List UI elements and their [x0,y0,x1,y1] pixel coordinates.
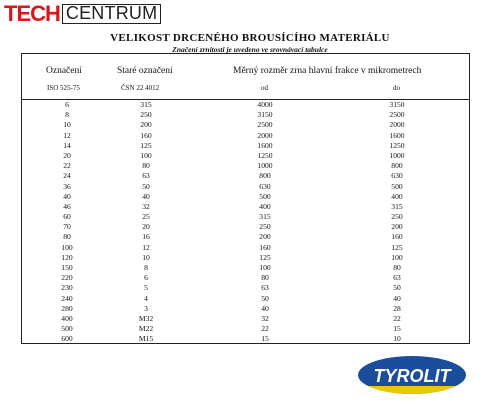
table-row [22,100,469,110]
cell-from: 1000 [257,161,273,171]
cell-from: 250 [259,222,271,232]
cell-csn: 125 [140,140,152,150]
cell-to: 250 [391,212,403,222]
table-row [22,171,469,181]
cell-from: 50 [261,293,269,303]
cell-from: 2500 [257,120,273,130]
cell-to: 100 [391,252,403,262]
table-row [22,232,469,242]
cell-from: 32 [261,313,269,323]
cell-iso: 230 [61,283,73,293]
cell-from: 1250 [257,150,273,160]
table-row [22,314,469,324]
cell-from: 200 [259,232,271,242]
cell-csn: M32 [138,313,154,323]
cell-iso: 120 [61,252,73,262]
cell-csn: 10 [142,252,150,262]
cell-csn: 25 [142,212,150,222]
table-row [22,273,469,283]
table-row [22,182,469,192]
cell-to: 1000 [389,150,405,160]
cell-iso: 60 [63,212,71,222]
cell-to: 630 [391,171,403,181]
cell-iso: 22 [63,161,71,171]
cell-from: 15 [261,334,269,344]
cell-csn: M15 [138,334,154,344]
header-designation: Označení [46,66,82,76]
cell-from: 500 [259,191,271,201]
page-title: VELIKOST DRCENÉHO BROUSÍCÍHO MATERIÁLU [110,32,390,44]
cell-from: 63 [261,283,269,293]
cell-to: 15 [393,324,401,334]
table-row [22,253,469,263]
cell-csn: M22 [138,324,154,334]
cell-iso: 6 [65,100,69,109]
cell-from: 3150 [257,110,273,120]
cell-to: 125 [391,242,403,252]
cell-csn: 32 [142,201,150,211]
cell-from: 100 [259,263,271,272]
table-row [22,120,469,130]
table-body [22,100,469,345]
cell-iso: 20 [63,150,71,160]
table-row [22,243,469,253]
header-sub-iso: ISO 525-75 [47,84,80,92]
tyrolit-wordmark: TYROLIT [373,366,451,386]
cell-from: 800 [259,171,271,181]
table-row [22,304,469,314]
header-old-designation: Staré označení [117,66,173,76]
table-row [22,141,469,151]
table-row [22,110,469,120]
cell-iso: 80 [63,232,71,242]
cell-csn: 8 [144,263,148,272]
cell-from: 400 [259,201,271,211]
cell-to: 2500 [389,110,405,120]
cell-iso: 8 [65,110,69,120]
tyrolit-logo [357,355,467,395]
cell-iso: 500 [61,324,73,334]
cell-to: 500 [391,181,403,191]
cell-to: 800 [391,161,403,171]
cell-to: 63 [393,273,401,283]
cell-from: 125 [259,252,271,262]
cell-iso: 100 [61,242,73,252]
cell-to: 315 [391,201,403,211]
page-subtitle: Značení zrnitosti je uvedeno ve srovnávací tabulce [172,45,328,54]
cell-iso: 46 [63,201,71,211]
cell-from: 2000 [257,130,273,140]
tyrolit-yellow-band [357,386,467,395]
cell-to: 400 [391,191,403,201]
cell-to: 3150 [389,100,405,109]
cell-from: 40 [261,303,269,313]
table-row [22,283,469,293]
grit-size-table [21,53,470,344]
cell-to: 28 [393,303,401,313]
cell-to: 50 [393,283,401,293]
cell-csn: 16 [142,232,150,242]
cell-iso: 14 [63,140,71,150]
cell-iso: 36 [63,181,71,191]
cell-iso: 150 [61,263,73,272]
cell-csn: 12 [142,242,150,252]
cell-csn: 5 [144,283,148,293]
logo-tech-text: TECH [4,1,60,26]
cell-csn: 100 [140,150,152,160]
cell-from: 160 [259,242,271,252]
table-row [22,324,469,334]
cell-csn: 160 [140,130,152,140]
cell-csn: 6 [144,273,148,283]
techcentrum-logo [4,1,161,26]
table-row [22,151,469,161]
cell-iso: 600 [61,334,73,344]
cell-iso: 70 [63,222,71,232]
table-row [22,131,469,141]
cell-csn: 80 [142,161,150,171]
cell-csn: 200 [140,120,152,130]
table-row [22,202,469,212]
table-row [22,212,469,222]
cell-csn: 50 [142,181,150,191]
header-grain-size: Měrný rozměr zrna hlavní frakce v mikrometrech [233,66,422,76]
cell-from: 22 [261,324,269,334]
table-row [22,222,469,232]
cell-to: 2000 [389,120,405,130]
cell-from: 80 [261,273,269,283]
header-sub-to: do [393,84,400,92]
cell-iso: 280 [61,303,73,313]
cell-from: 315 [259,212,271,222]
cell-from: 630 [259,181,271,191]
cell-to: 160 [391,232,403,242]
cell-csn: 250 [140,110,152,120]
cell-to: 10 [393,334,401,344]
table-row [22,161,469,171]
cell-csn: 63 [142,171,150,181]
cell-csn: 20 [142,222,150,232]
cell-csn: 40 [142,191,150,201]
cell-to: 200 [391,222,403,232]
cell-csn: 4 [144,293,148,303]
cell-iso: 40 [63,191,71,201]
cell-iso: 24 [63,171,71,181]
cell-to: 22 [393,313,401,323]
table-row [22,263,469,273]
cell-to: 80 [393,263,401,272]
header-sub-csn: ČSN 22 4012 [121,84,160,92]
header-sub-from: od [261,84,268,92]
cell-iso: 12 [63,130,71,140]
cell-iso: 400 [61,313,73,323]
table-row [22,192,469,202]
cell-from: 1600 [257,140,273,150]
table-row [22,334,469,344]
cell-csn: 3 [144,303,148,313]
cell-to: 1250 [389,140,405,150]
table-row [22,294,469,304]
cell-iso: 240 [61,293,73,303]
cell-iso: 10 [63,120,71,130]
cell-to: 40 [393,293,401,303]
logo-centrum-text: CENTRUM [62,4,161,24]
cell-csn: 315 [140,100,152,109]
cell-from: 4000 [257,100,273,109]
cell-iso: 220 [61,273,73,283]
cell-to: 1600 [389,130,405,140]
